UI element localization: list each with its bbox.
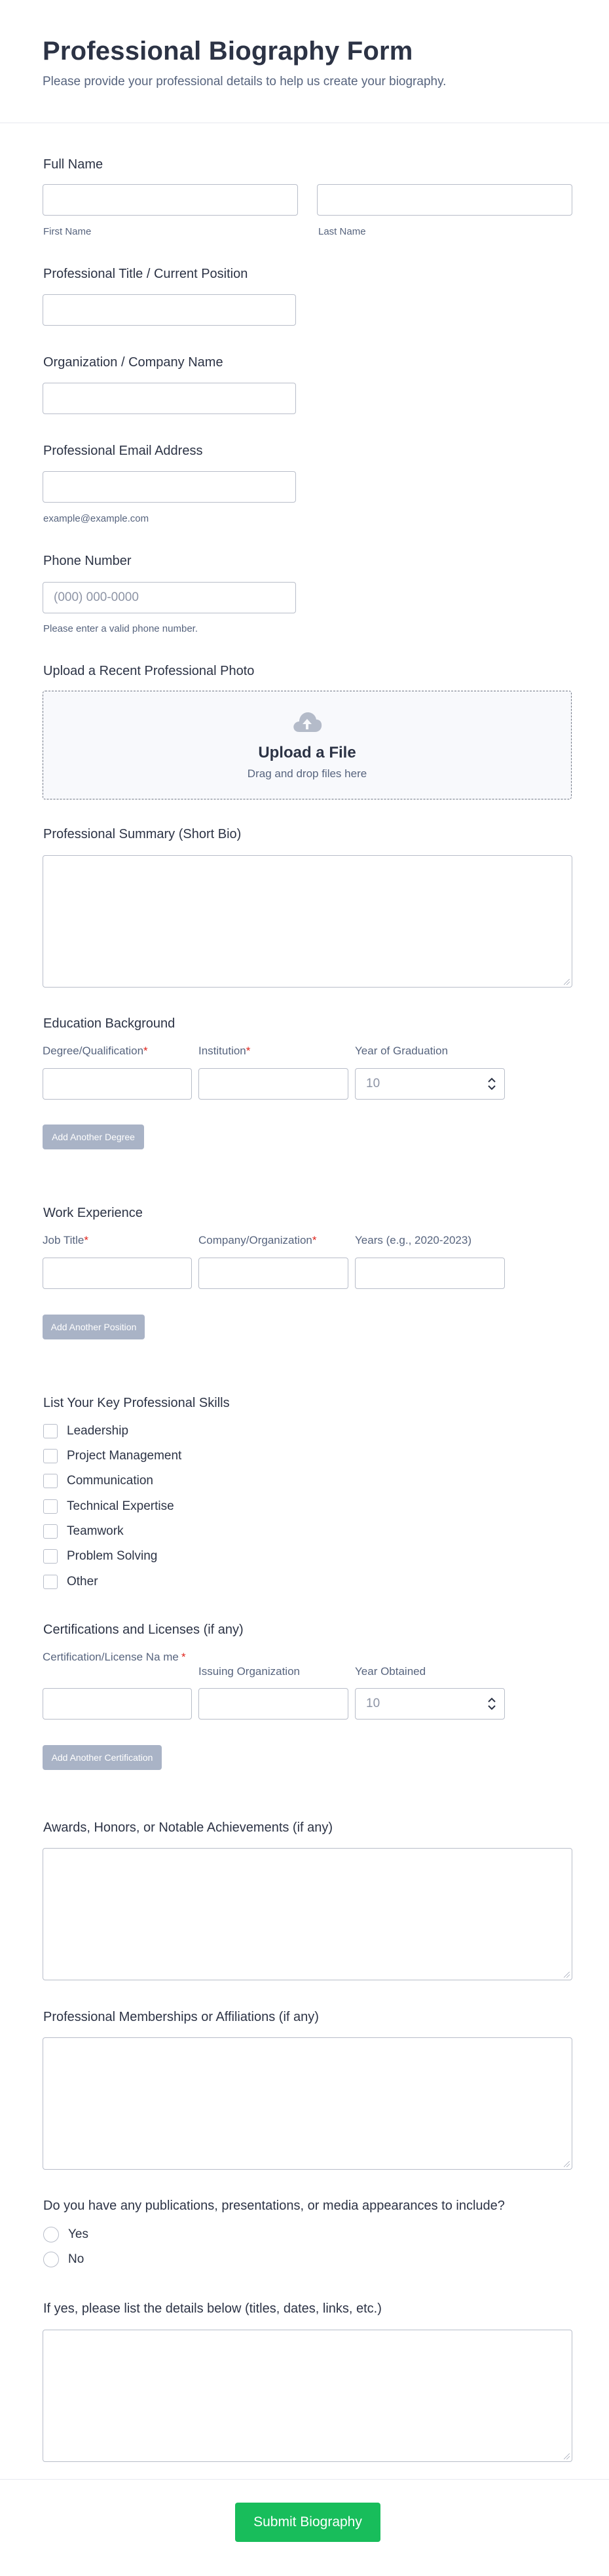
radio-button[interactable] bbox=[43, 2227, 59, 2242]
checkbox[interactable] bbox=[43, 1524, 58, 1539]
skill-option-leadership[interactable]: Leadership bbox=[43, 1424, 128, 1438]
email-sublabel: example@example.com bbox=[43, 513, 149, 524]
skill-option-communication[interactable]: Communication bbox=[43, 1474, 153, 1488]
certification-name-input[interactable] bbox=[43, 1688, 192, 1720]
education-year-placeholder: 10 bbox=[366, 1077, 380, 1090]
certifications-col-name-required: * bbox=[181, 1651, 186, 1663]
certifications-label: Certifications and Licenses (if any) bbox=[43, 1623, 244, 1637]
details-label: If yes, please list the details below (titles, dates, links, etc.) bbox=[43, 2301, 382, 2316]
education-institution-input[interactable] bbox=[198, 1068, 348, 1100]
certification-year-input[interactable] bbox=[355, 1688, 505, 1720]
photo-upload-dropzone[interactable] bbox=[43, 691, 572, 799]
publications-option-yes[interactable]: Yes bbox=[43, 2227, 88, 2242]
last-name-sublabel: Last Name bbox=[318, 226, 366, 237]
checkbox[interactable] bbox=[43, 1499, 58, 1514]
checkbox[interactable] bbox=[43, 1424, 58, 1438]
checkbox[interactable] bbox=[43, 1449, 58, 1463]
stepper-arrows-icon[interactable] bbox=[487, 1076, 496, 1092]
cloud-upload-icon bbox=[291, 710, 323, 733]
education-col-degree: Degree/Qualification* bbox=[43, 1045, 148, 1057]
education-label: Education Background bbox=[43, 1016, 175, 1031]
title-position-label: Professional Title / Current Position bbox=[43, 267, 248, 281]
work-label: Work Experience bbox=[43, 1206, 143, 1220]
work-col-job-title: Job Title* bbox=[43, 1234, 88, 1246]
work-col-years: Years (e.g., 2020-2023) bbox=[355, 1234, 471, 1246]
organization-input[interactable] bbox=[43, 383, 296, 414]
skill-option-teamwork[interactable]: Teamwork bbox=[43, 1524, 124, 1539]
email-input[interactable] bbox=[43, 471, 296, 503]
form-subtitle: Please provide your professional details to help us create your biography. bbox=[43, 75, 447, 88]
skill-option-other[interactable]: Other bbox=[43, 1575, 98, 1589]
title-position-input[interactable] bbox=[43, 294, 296, 326]
submit-button[interactable]: Submit Biography bbox=[235, 2503, 380, 2542]
upload-title: Upload a File bbox=[258, 744, 356, 761]
details-textarea[interactable] bbox=[43, 2330, 572, 2462]
phone-sublabel: Please enter a valid phone number. bbox=[43, 623, 198, 634]
stepper-arrows-icon[interactable] bbox=[487, 1696, 496, 1712]
awards-textarea[interactable] bbox=[43, 1848, 572, 1980]
skill-option-project-management[interactable]: Project Management bbox=[43, 1449, 181, 1463]
last-name-input[interactable] bbox=[317, 184, 572, 216]
add-degree-button[interactable]: Add Another Degree bbox=[43, 1125, 144, 1149]
email-label: Professional Email Address bbox=[43, 444, 203, 458]
certification-issuer-input[interactable] bbox=[198, 1688, 348, 1720]
skills-label: List Your Key Professional Skills bbox=[43, 1396, 230, 1410]
skill-option-technical-expertise[interactable]: Technical Expertise bbox=[43, 1499, 174, 1514]
education-year-input[interactable] bbox=[355, 1068, 505, 1100]
first-name-input[interactable] bbox=[43, 184, 298, 216]
education-col-institution: Institution* bbox=[198, 1045, 251, 1057]
checkbox[interactable] bbox=[43, 1549, 58, 1564]
phone-label: Phone Number bbox=[43, 554, 132, 568]
certification-year-placeholder: 10 bbox=[366, 1697, 380, 1710]
organization-label: Organization / Company Name bbox=[43, 355, 223, 370]
full-name-label: Full Name bbox=[43, 157, 103, 172]
memberships-textarea[interactable] bbox=[43, 2037, 572, 2170]
add-certification-button[interactable]: Add Another Certification bbox=[43, 1745, 162, 1770]
summary-label: Professional Summary (Short Bio) bbox=[43, 827, 242, 841]
work-company-input[interactable] bbox=[198, 1258, 348, 1289]
upload-hint: Drag and drop files here bbox=[247, 767, 367, 780]
radio-button[interactable] bbox=[43, 2252, 59, 2267]
checkbox[interactable] bbox=[43, 1575, 58, 1589]
publications-label: Do you have any publications, presentations, or media appearances to include? bbox=[43, 2199, 505, 2213]
phone-input[interactable]: (000) 000-0000 bbox=[43, 582, 296, 613]
education-degree-input[interactable] bbox=[43, 1068, 192, 1100]
add-position-button[interactable]: Add Another Position bbox=[43, 1315, 145, 1339]
form-title: Professional Biography Form bbox=[43, 37, 413, 66]
work-job-title-input[interactable] bbox=[43, 1258, 192, 1289]
certifications-col-year: Year Obtained bbox=[355, 1665, 426, 1678]
publications-option-no[interactable]: No bbox=[43, 2252, 84, 2267]
photo-label: Upload a Recent Professional Photo bbox=[43, 664, 255, 678]
form-header bbox=[0, 0, 609, 123]
skill-option-problem-solving[interactable]: Problem Solving bbox=[43, 1549, 157, 1564]
work-col-company: Company/Organization* bbox=[198, 1234, 317, 1246]
memberships-label: Professional Memberships or Affiliations (if any) bbox=[43, 2010, 319, 2024]
work-years-input[interactable] bbox=[355, 1258, 505, 1289]
summary-textarea[interactable] bbox=[43, 855, 572, 988]
certifications-col-issuer: Issuing Organization bbox=[198, 1665, 300, 1678]
checkbox[interactable] bbox=[43, 1474, 58, 1488]
certifications-col-name: Certification/License Na me bbox=[43, 1651, 179, 1663]
education-col-year: Year of Graduation bbox=[355, 1045, 449, 1057]
first-name-sublabel: First Name bbox=[43, 226, 92, 237]
awards-label: Awards, Honors, or Notable Achievements (if any) bbox=[43, 1820, 333, 1835]
